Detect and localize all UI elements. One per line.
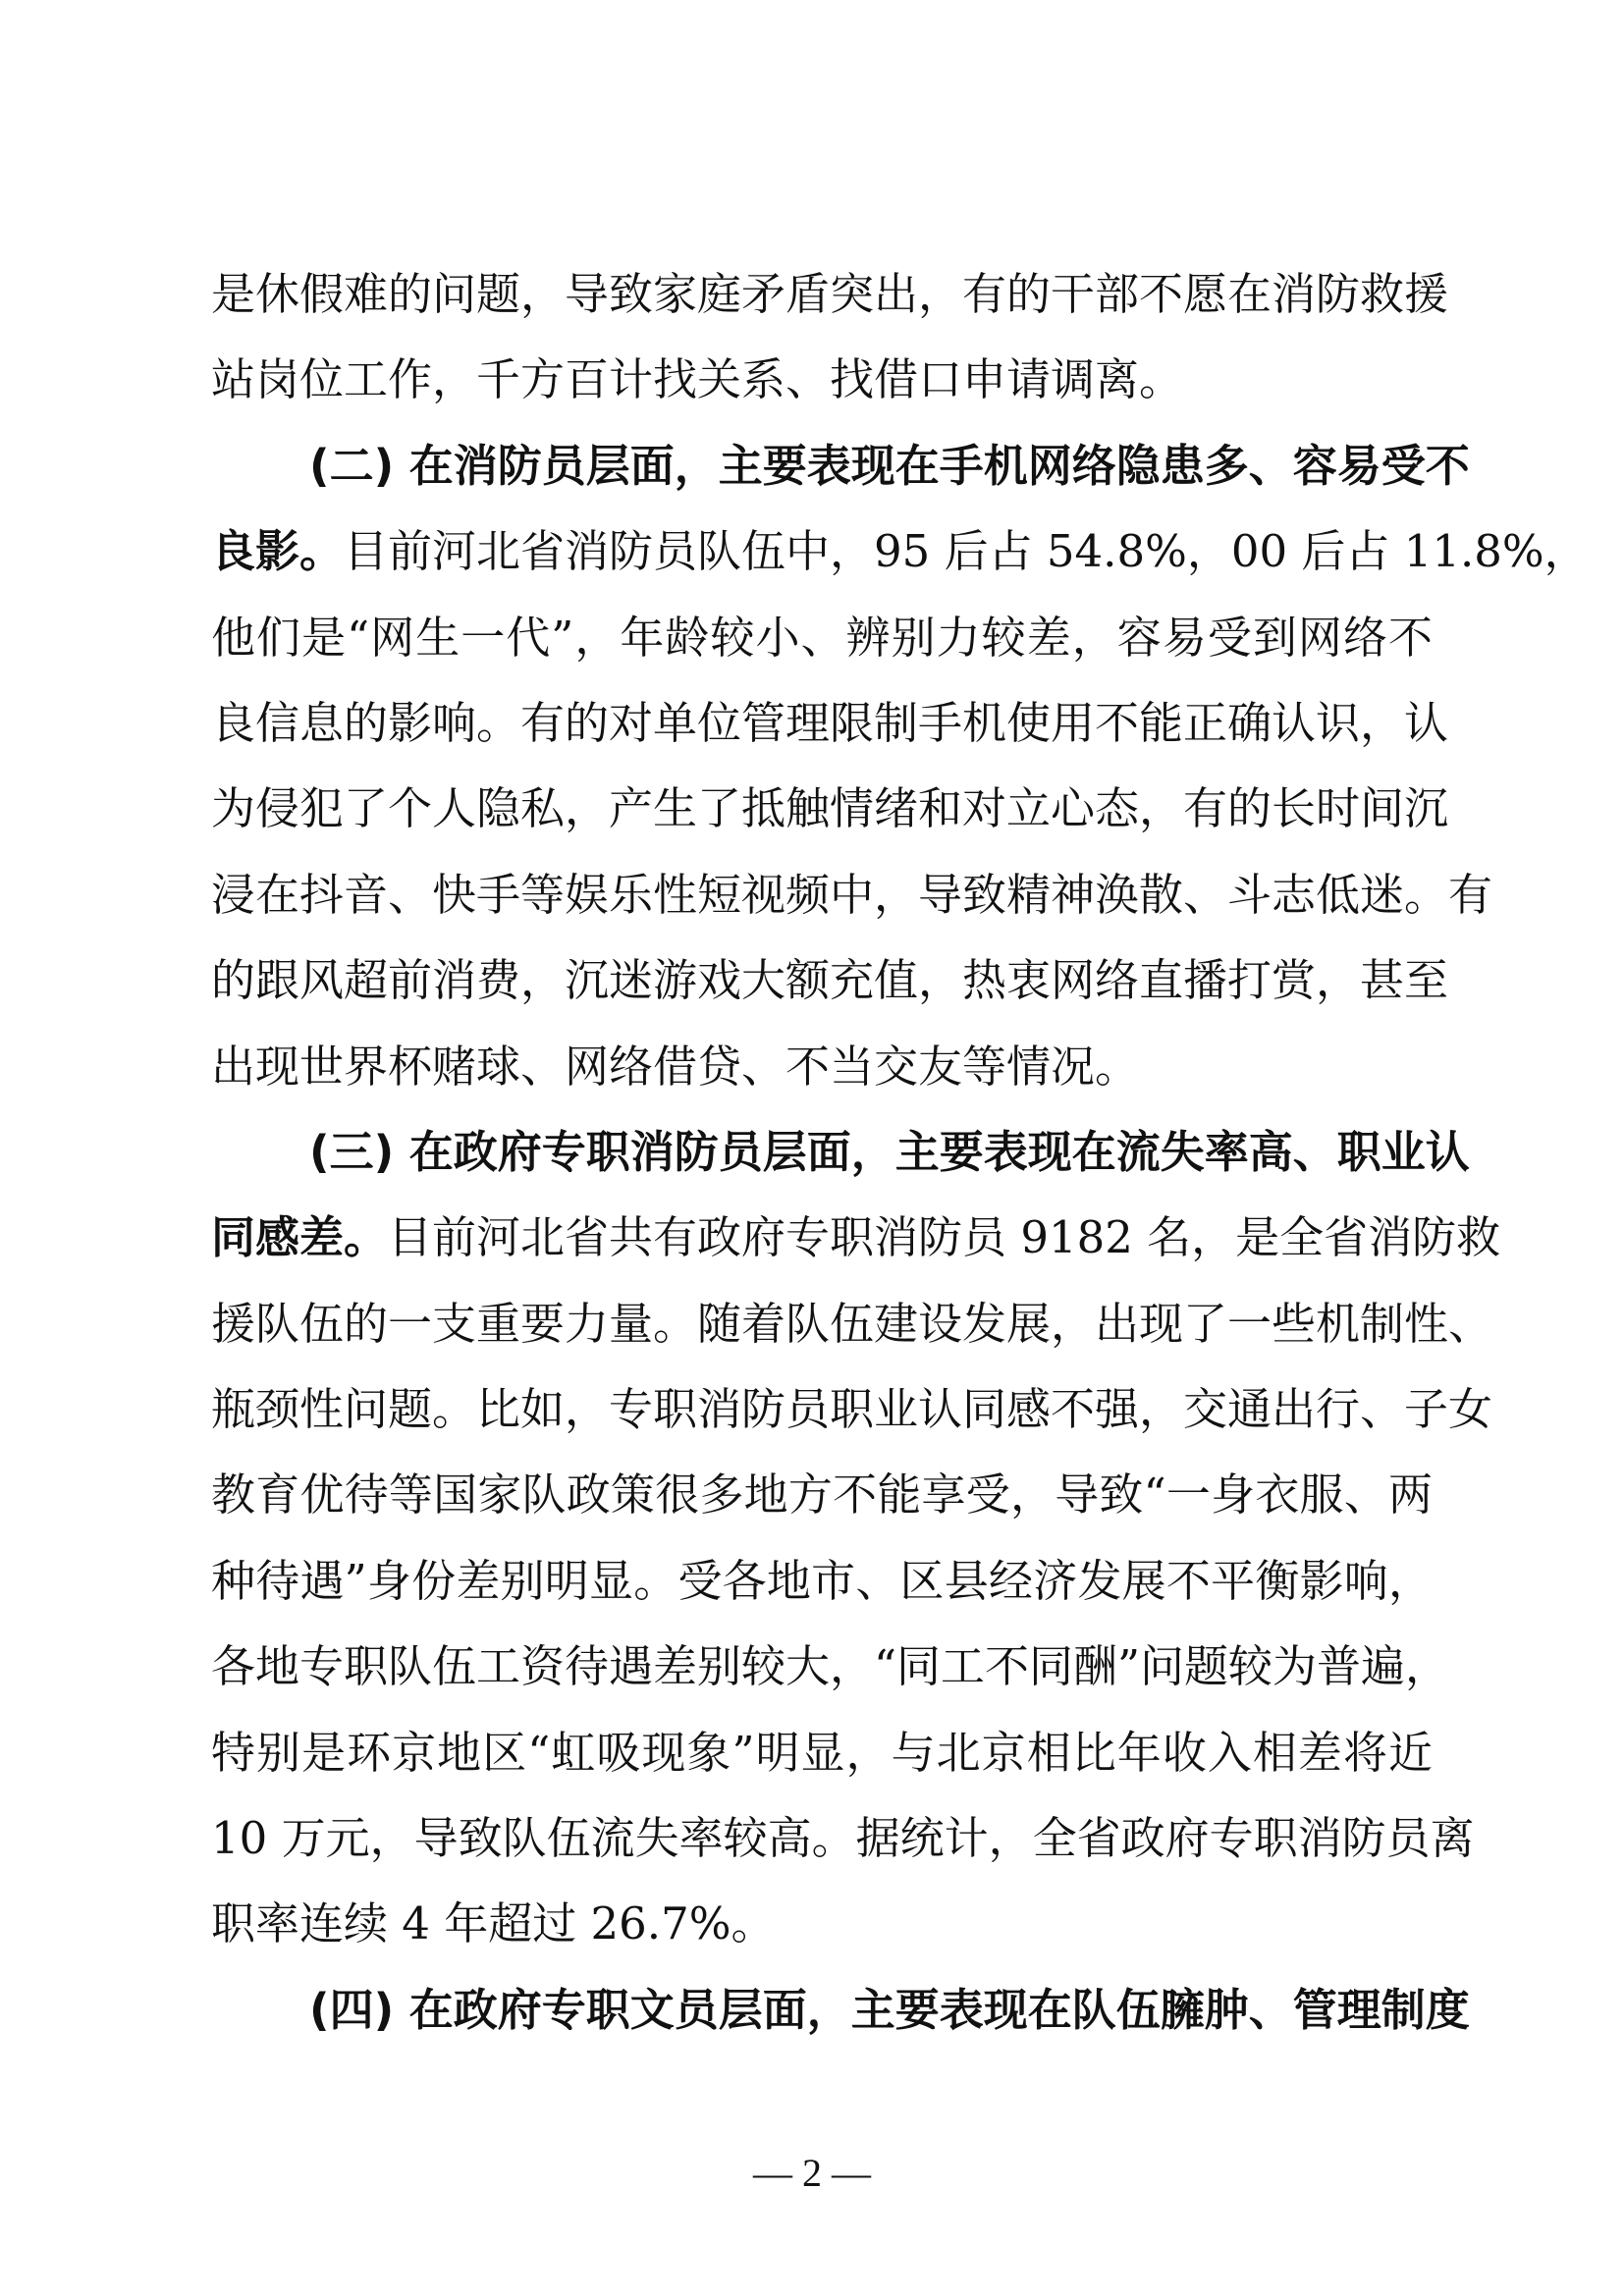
text-line xyxy=(211,1452,1433,1537)
body-text: 是休假难的问题，导致家庭矛盾突出，有的干部不愿在消防救援 xyxy=(211,268,1449,320)
text-line xyxy=(211,1624,1450,1709)
text-line xyxy=(211,1710,1433,1795)
body-text: 目前河北省共有政府专职消防员 9182 名，是全省消防救 xyxy=(388,1211,1501,1264)
page-number: — 2 — xyxy=(753,2151,871,2195)
body-text: 良信息的影响。有的对单位管理限制手机使用不能正确认识，认 xyxy=(211,696,1449,749)
text-line xyxy=(211,1281,1493,1366)
heading-text: (三) 在政府专职消防员层面，主要表现在流失率高、职业认 xyxy=(309,1125,1470,1178)
body-text: 瓶颈性问题。比如，专职消防员职业认同感不强，交通出行、子女 xyxy=(211,1383,1493,1436)
heading-text: 同感差。 xyxy=(211,1211,389,1264)
text-line xyxy=(211,595,1433,680)
text-line xyxy=(211,1795,1475,1881)
text-line xyxy=(211,1366,1493,1452)
text-line xyxy=(211,1881,1433,1966)
body-text: 职率连续 4 年超过 26.7%。 xyxy=(211,1897,776,1950)
section-heading-3 xyxy=(211,1109,1470,1195)
body-text: 浸在抖音、快手等娱乐性短视频中，导致精神涣散、斗志低迷。有 xyxy=(211,868,1493,921)
body-text: 站岗位工作，千方百计找关系、找借口申请调离。 xyxy=(211,353,1184,406)
section-heading-4 xyxy=(211,1967,1470,2053)
body-text: 的跟风超前消费，沉迷游戏大额充值，热衷网络直播打赏，甚至 xyxy=(211,954,1449,1007)
heading-text: (二) 在消防员层面，主要表现在手机网络隐患多、容易受不 xyxy=(309,439,1470,492)
section-heading-2 xyxy=(211,423,1470,508)
body-text: 目前河北省消防员队伍中，95 后占 54.8%，00 后占 11.8%， xyxy=(344,525,1589,578)
body-text: 教育优待等国家队政策很多地方不能享受，导致“一身衣服、两 xyxy=(211,1468,1433,1522)
text-line xyxy=(211,937,1449,1023)
body-text: 种待遇”身份差别明显。受各地市、区县经济发展不平衡影响， xyxy=(211,1554,1433,1607)
text-line xyxy=(211,508,1589,594)
document-body xyxy=(211,251,1589,2053)
body-text: 援队伍的一支重要力量。随着队伍建设发展，出现了一些机制性、 xyxy=(211,1297,1493,1350)
text-line xyxy=(211,337,1433,422)
heading-text: 良影。 xyxy=(211,525,345,578)
body-text: 他们是“网生一代”，年龄较小、辨别力较差，容易受到网络不 xyxy=(211,611,1433,664)
text-line xyxy=(211,680,1449,766)
body-text: 特别是环京地区“虹吸现象”明显，与北京相比年收入相差将近 xyxy=(211,1726,1433,1779)
text-line xyxy=(211,766,1449,851)
body-text: 为侵犯了个人隐私，产生了抵触情绪和对立心态，有的长时间沉 xyxy=(211,782,1449,835)
body-text: 10 万元，导致队伍流失率较高。据统计，全省政府专职消防员离 xyxy=(211,1812,1475,1865)
body-text: 出现世界杯赌球、网络借贷、不当交友等情况。 xyxy=(211,1040,1140,1093)
body-text: 各地专职队伍工资待遇差别较大，“同工不同酬”问题较为普遍， xyxy=(211,1640,1450,1693)
text-line xyxy=(211,1195,1501,1280)
text-line xyxy=(211,1024,1433,1109)
text-line xyxy=(211,852,1493,937)
heading-text: (四) 在政府专职文员层面，主要表现在队伍臃肿、管理制度 xyxy=(309,1983,1470,2036)
text-line xyxy=(211,251,1449,337)
text-line xyxy=(211,1538,1433,1624)
